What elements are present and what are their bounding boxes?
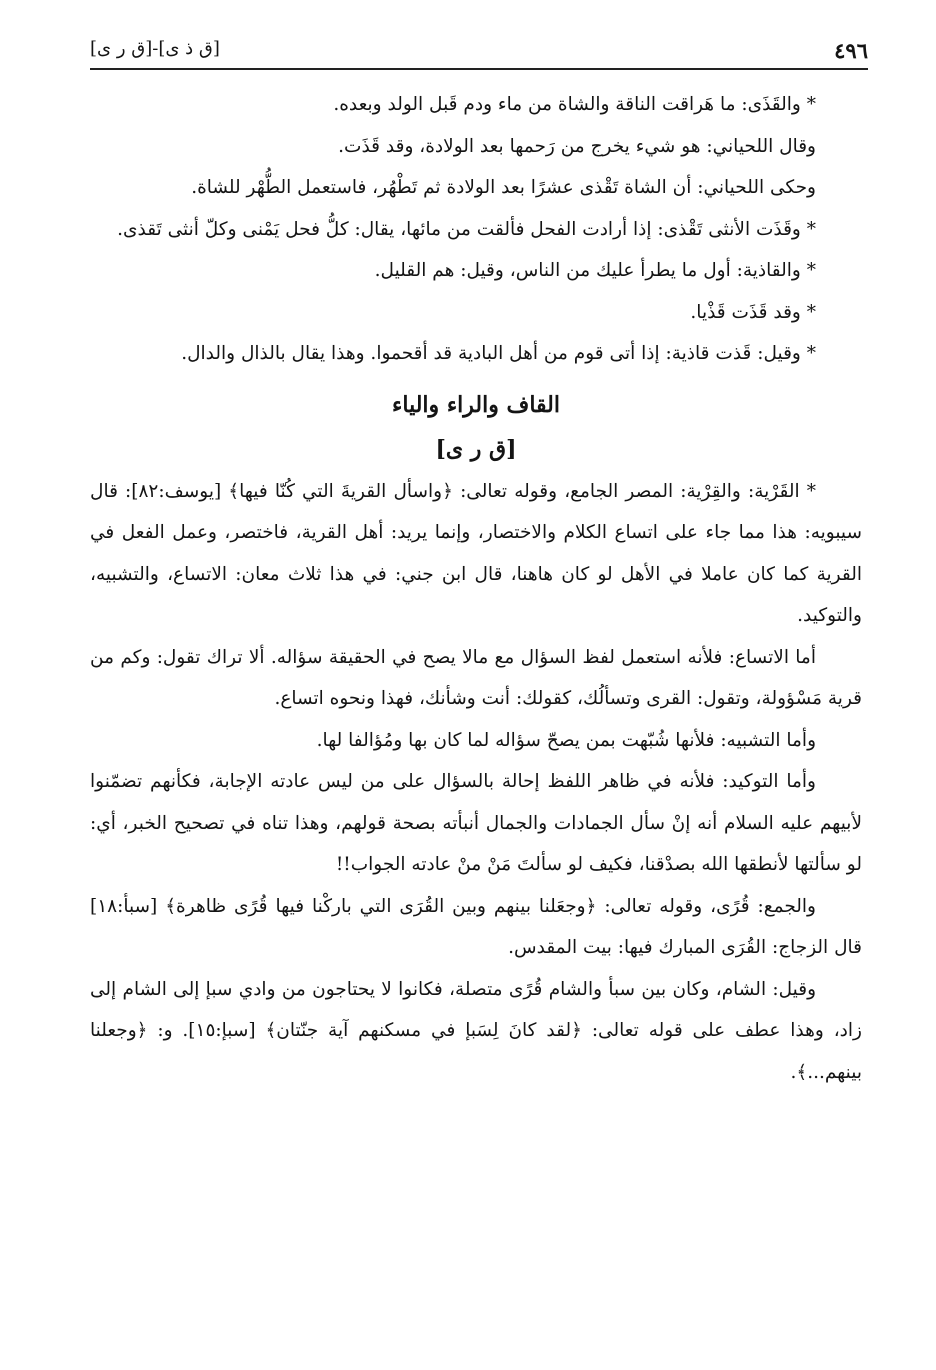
paragraph: * والقاذية: أول ما يطرأ عليك من الناس، وقيل: هم القليل. (374, 260, 816, 281)
paragraph: * القَرْية: والقِرْية: المصر الجامع، وقوله تعالى: ﴿واسأل القريةَ التي كُنّا فيها﴾ [يوسف:٨٢]: قال سيبويه: هذا مما جاء على اتساع الكلام والاختصار، وإنما يريد: أهل القرية، فاختصر، وعمل الفعل في القرية كما كان عاملا في الأهل لو كان هاهنا، قال ابن جني: في هذا ثلاث معان: الاتساع، والتشبيه، والتوكيد. (90, 480, 862, 626)
paragraph: * وقد قَذَت قَذْيا. (690, 301, 816, 323)
paragraph: * وقَذَت الأنثى تَقْذى: إذا أرادت الفحل فألقت من مائها، يقال: كلُّ فحل يَمْنى وكلّ أنثى تَقذى. (117, 218, 816, 240)
root-heading: [ق ر ى] (435, 435, 517, 462)
page-header (90, 34, 868, 68)
page-number: ٤٩٦ (834, 38, 868, 63)
main-text (90, 84, 862, 1093)
running-head: [ق ذ ى]-[ق ر ى] (90, 38, 220, 59)
paragraph: أما الاتساع: فلأنه استعمل لفظ السؤال مع مالا يصح في الحقيقة سؤاله. ألا تراك تقول: وكم من قرية مَسْؤولة، وتقول: القرى وتسألُك، كقولك: أنت وشأنك، فهذا ونحوه اتساع. (90, 646, 862, 709)
paragraph: * وقيل: قَذت قاذية: إذا أتى قوم من أهل البادية قد أقحموا. وهذا يقال بالذال والدال. (181, 343, 816, 364)
section-heading: القاف والراء والياء (392, 391, 560, 418)
paragraph: * والقَذَى: ما هَراقت الناقة والشاة من ماء ودم قَبل الولد وبعده. (333, 94, 816, 115)
paragraph: وقيل: الشام، وكان بين سبأ والشام قُرًى متصلة، فكانوا لا يحتاجون من وادي سبإ إلى الشام إلى زاد، وهذا عطف على قوله تعالى: ﴿لقد كانَ لِسَبإ في مسكنهم آية جنّتان﴾ [سبإ:١٥]. و: ﴿وجعلنا بينهم...﴾. (90, 978, 862, 1083)
paragraph: وأما التوكيد: فلأنه في ظاهر اللفظ إحالة بالسؤال على من ليس عادته الإجابة، فكأنهم تضمّنوا لأبيهم عليه السلام أنه إنْ سأل الجمادات والجمال أنبأته بصحة قولهم، وهذا تناه في تصحيح الخبر، أي: لو سألتها لأنطقها الله بصدْقنا، فكيف لو سألتَ مَنْ منْ عادته الجواب!! (90, 771, 862, 875)
paragraph: والجمع: قُرًى، وقوله تعالى: ﴿وجعَلنا بينهم وبين القُرَى التي باركْنا فيها قُرًى ظاهرة﴾ [سبأ:١٨] قال الزجاج: القُرَى المبارك فيها: بيت المقدس. (90, 895, 862, 958)
header-rule (90, 68, 868, 70)
paragraph: وقال اللحياني: هو شيء يخرج من رَحمها بعد الولادة، وقد قَذَت. (338, 135, 816, 157)
paragraph: وأما التشبيه: فلأنها شُبّهت بمن يصحّ سؤاله لما كان بها ومُؤالفا لها. (316, 729, 816, 751)
paragraph: وحكى اللحياني: أن الشاة تَقْذى عشرًا بعد الولادة ثم تَطْهُر، فاستعمل الطُّهْر للشاة. (191, 177, 816, 198)
